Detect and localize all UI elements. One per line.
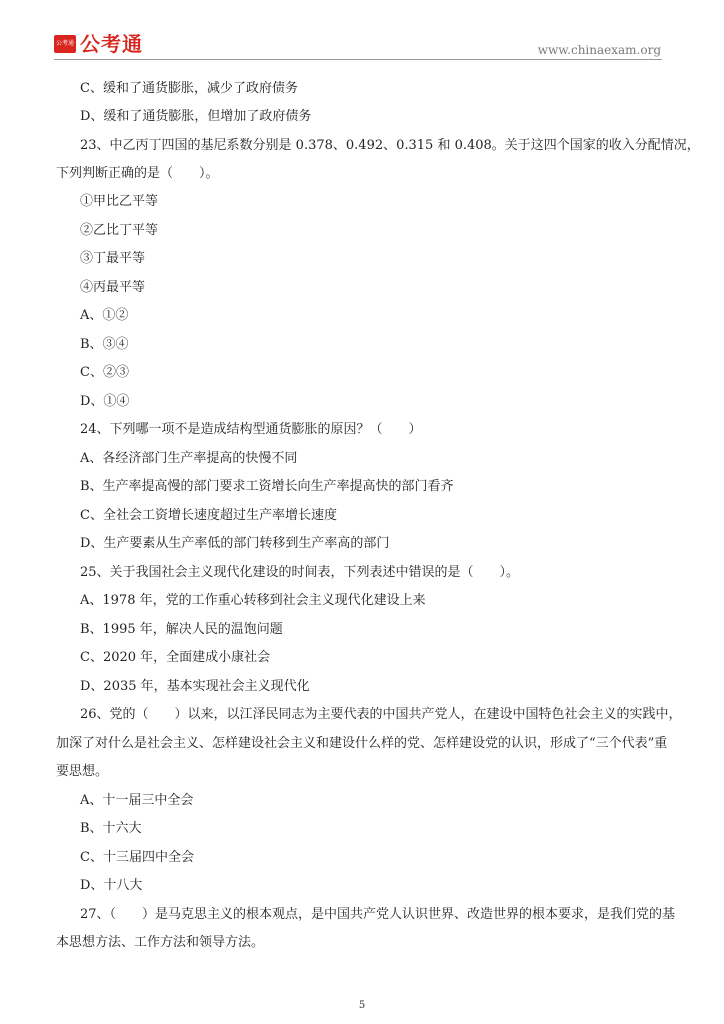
option-b-q23: B、③④ bbox=[80, 337, 129, 352]
question-27: 27、（ ）是马克思主义的根本观点，是中国共产党人认识世界、改造世界的根本要求，是我们党的基 bbox=[80, 907, 676, 922]
option-c-q24: C、全社会工资增长速度超过生产率增长速度 bbox=[80, 508, 337, 523]
question-27-cont: 本思想方法、工作方法和领导方法。 bbox=[56, 935, 265, 950]
option-c-q25: C、2020 年，全面建成小康社会 bbox=[80, 650, 271, 665]
option-d-q22: D、缓和了通货膨胀，但增加了政府债务 bbox=[80, 109, 312, 124]
option-d-q26: D、十八大 bbox=[80, 878, 143, 893]
option-b-q25: B、1995 年，解决人民的温饱问题 bbox=[80, 622, 283, 637]
statement-2: ②乙比丁平等 bbox=[80, 223, 159, 238]
option-a-q23: A、①② bbox=[80, 308, 129, 323]
question-26-cont-2: 要思想。 bbox=[56, 764, 109, 779]
logo bbox=[54, 33, 143, 55]
option-d-q23: D、①④ bbox=[80, 394, 130, 409]
page-header bbox=[0, 0, 724, 70]
question-23: 23、中乙丙丁四国的基尼系数分别是 0.378、0.492、0.315 和 0.408。关于这四个国家的收入分配情况， bbox=[80, 138, 700, 153]
option-d-q24: D、生产要素从生产率低的部门转移到生产率高的部门 bbox=[80, 536, 390, 551]
option-b-q26: B、十六大 bbox=[80, 821, 142, 836]
option-c-q26: C、十三届四中全会 bbox=[80, 850, 194, 865]
option-b-q24: B、生产率提高慢的部门要求工资增长向生产率提高快的部门看齐 bbox=[80, 479, 454, 494]
logo-text: 公考通 bbox=[80, 32, 143, 56]
option-c-q23: C、②③ bbox=[80, 365, 129, 380]
statement-3: ③丁最平等 bbox=[80, 251, 146, 266]
logo-badge: 公考通 bbox=[54, 35, 76, 53]
option-d-q25: D、2035 年，基本实现社会主义现代化 bbox=[80, 679, 310, 694]
header-divider bbox=[54, 59, 662, 60]
statement-1: ①甲比乙平等 bbox=[80, 194, 159, 209]
question-24: 24、下列哪一项不是造成结构型通货膨胀的原因？（ ） bbox=[80, 422, 422, 437]
option-a-q26: A、十一届三中全会 bbox=[80, 793, 194, 808]
question-26-cont-1: 加深了对什么是社会主义、怎样建设社会主义和建设什么样的党、怎样建设党的认识，形成了“三个代表”重 bbox=[56, 736, 668, 751]
page-number: 5 bbox=[358, 1000, 366, 1011]
option-c-q22: C、缓和了通货膨胀，减少了政府债务 bbox=[80, 81, 298, 96]
question-25: 25、关于我国社会主义现代化建设的时间表，下列表述中错误的是（ ）。 bbox=[80, 565, 520, 580]
option-a-q24: A、各经济部门生产率提高的快慢不同 bbox=[80, 451, 298, 466]
site-url: www.chinaexam.org bbox=[537, 43, 661, 57]
option-a-q25: A、1978 年，党的工作重心转移到社会主义现代化建设上来 bbox=[80, 593, 426, 608]
question-26: 26、党的（ ）以来，以江泽民同志为主要代表的中国共产党人，在建设中国特色社会主义的实践中， bbox=[80, 707, 682, 722]
statement-4: ④丙最平等 bbox=[80, 280, 146, 295]
question-23-cont: 下列判断正确的是（ ）。 bbox=[56, 166, 219, 181]
